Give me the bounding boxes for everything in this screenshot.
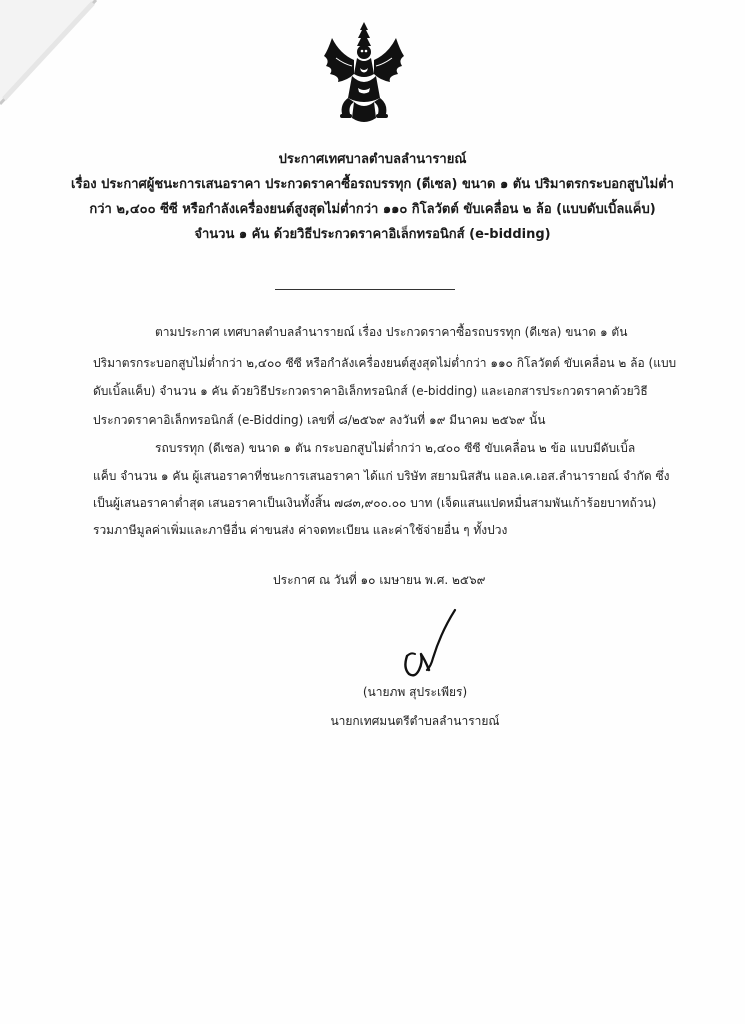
signatory-title: นายกเทศมนตรีตำบลลำนารายณ์ bbox=[330, 714, 500, 728]
announcement-subject-line-3: จำนวน ๑ คัน ด้วยวิธีประกวดราคาอิเล็กทรอนิกส์ (e-bidding) bbox=[194, 227, 551, 242]
body-paragraph-2-line-1: รถบรรทุก (ดีเซล) ขนาด ๑ ตัน กระบอกสูบไม่ต่ำกว่า ๒,๔๐๐ ซีซี ขับเคลื่อน ๒ ข้อ แบบมีดับเบิ้ล bbox=[155, 441, 636, 455]
body-paragraph-1-line-2: ปริมาตรกระบอกสูบไม่ต่ำกว่า ๒,๔๐๐ ซีซี หรือกำลังเครื่องยนต์สูงสุดไม่ต่ำกว่า ๑๑๐ กิโลวัตต์ ขับเคลื่อน ๒ ล้อ (แบบ bbox=[93, 356, 677, 370]
body-paragraph-2-line-3: เป็นผู้เสนอราคาต่ำสุด เสนอราคาเป็นเงินทั้งสิ้น ๗๘๓,๙๐๐.๐๐ บาท (เจ็ดแสนแปดหมื่นสามพันเก้าร้อยบาทถ้วน) bbox=[93, 496, 657, 510]
body-paragraph-1-line-1: ตามประกาศ เทศบาลตำบลลำนารายณ์ เรื่อง ประกวดราคาซื้อรถบรรทุก (ดีเซล) ขนาด ๑ ตัน bbox=[155, 325, 628, 339]
signatory-name: (นายภพ สุประเพียร) bbox=[362, 685, 468, 699]
garuda-emblem-icon bbox=[318, 18, 410, 130]
announcement-date: ประกาศ ณ วันที่ ๑๐ เมษายน พ.ศ. ๒๕๖๙ bbox=[273, 573, 486, 587]
handwritten-signature-icon bbox=[395, 608, 465, 680]
announcement-subject-line-2: กว่า ๒,๔๐๐ ซีซี หรือกำลังเครื่องยนต์สูงสุดไม่ต่ำกว่า ๑๑๐ กิโลวัตต์ ขับเคลื่อน ๒ ล้อ (แบบดับเบิ้ลแค็บ) bbox=[89, 202, 656, 217]
heading-divider bbox=[275, 289, 455, 290]
announcement-authority-title: ประกาศเทศบาลตำบลลำนารายณ์ bbox=[278, 152, 467, 167]
scan-corner-fold bbox=[0, 0, 100, 110]
body-paragraph-2-line-2: แค็บ จำนวน ๑ คัน ผู้เสนอราคาที่ชนะการเสนอราคา ได้แก่ บริษัท สยามนิสสัน แอล.เค.เอส.ลำนารายณ์ จำกัด ซึ่ง bbox=[93, 469, 670, 483]
body-paragraph-1-line-4: ประกวดราคาอิเล็กทรอนิกส์ (e-Bidding) เลขที่ ๘/๒๕๖๙ ลงวันที่ ๑๙ มีนาคม ๒๕๖๙ นั้น bbox=[93, 413, 546, 427]
body-paragraph-1-line-3: ดับเบิ้ลแค็บ) จำนวน ๑ คัน ด้วยวิธีประกวดราคาอิเล็กทรอนิกส์ (e-bidding) และเอกสารประกวดราคาด้วยวิธี bbox=[93, 384, 648, 398]
body-paragraph-2-line-4: รวมภาษีมูลค่าเพิ่มและภาษีอื่น ค่าขนส่ง ค่าจดทะเบียน และค่าใช้จ่ายอื่น ๆ ทั้งปวง bbox=[93, 523, 508, 537]
announcement-subject-line-1: เรื่อง ประกาศผู้ชนะการเสนอราคา ประกวดราคาซื้อรถบรรทุก (ดีเซล) ขนาด ๑ ตัน ปริมาตรกระบอกสูบไม่ต่ำ bbox=[71, 177, 674, 192]
